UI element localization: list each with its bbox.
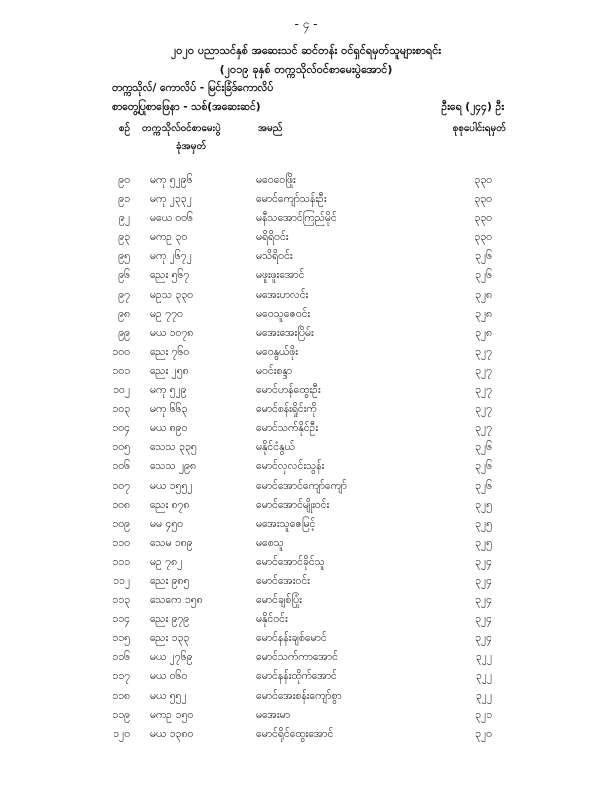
row-number: ၁၀၀	[112, 345, 130, 358]
total-marks: ၃၂၆	[475, 269, 492, 282]
total-marks: ၃၂၅	[475, 517, 492, 530]
table-row	[0, 709, 612, 728]
column-header-roll-sub: ခုံအမှတ်	[176, 141, 207, 152]
row-number: ၁၀၂	[113, 384, 130, 397]
total-marks: ၃၃၀	[474, 193, 492, 206]
column-header-marks: စုစုပေါင်းရမှတ်	[452, 123, 506, 134]
roll-number: ညေး ၈၇၈	[150, 498, 190, 511]
row-number: ၉၈	[118, 307, 130, 320]
student-name: မောင်အောင်ကျော်ကျော်	[256, 479, 347, 492]
student-name: မသိရိဝင်း	[256, 250, 293, 263]
table-row	[0, 174, 612, 193]
row-number: ၁၁၁	[112, 555, 130, 568]
table-row	[0, 670, 612, 689]
row-number: ၉၀	[118, 174, 130, 186]
table-row	[0, 690, 612, 709]
region-line: တက္ကသိုလ်/ ကောလိပ် - မြင်းခြံဒ်ကောလိပ်	[112, 82, 274, 94]
row-number: ၉၆	[118, 269, 130, 282]
student-name: မောင်အောင်ခိုင်သူ	[256, 555, 325, 568]
row-number: ၉၅	[118, 250, 130, 263]
roll-number: မမ ၄၅၀	[150, 517, 184, 530]
roll-number: ညေး ၁၃၃	[150, 632, 190, 645]
table-row	[0, 422, 612, 441]
table-row	[0, 365, 612, 384]
total-marks: ၃၂၁	[475, 708, 492, 721]
roll-number: ညေး ၉၇၉	[150, 613, 190, 626]
column-header-name: အမည်	[258, 123, 283, 134]
total-marks: ၃၂၄	[475, 632, 492, 645]
roll-number: မကု ၆၆၃	[150, 403, 188, 416]
roll-number: ညေး ၉၈၅	[150, 574, 190, 587]
total-marks: ၃၂၇	[475, 345, 492, 358]
total-marks: ၃၂၆	[475, 460, 492, 473]
total-marks: ၃၂၇	[475, 384, 492, 397]
student-name: မောင်ဟန်ထွေးဦး	[256, 384, 321, 397]
student-name: မအေးမာ	[256, 708, 290, 721]
roll-number: မယ ၁၀၇၈	[150, 326, 194, 339]
row-number: ၁၀၅	[112, 441, 130, 454]
total-marks: ၃၂၄	[475, 555, 492, 568]
row-number: ၁၁၃	[112, 594, 130, 607]
total-marks: ၃၂၂	[475, 651, 492, 664]
table-row	[0, 231, 612, 250]
student-name: မောင်ကျော်သန်းဦး	[256, 193, 327, 206]
row-number: ၁၁၅	[112, 632, 130, 645]
total-marks: ၃၂၆	[475, 250, 492, 263]
student-name: မနိုင်ငံနွယ်	[256, 441, 295, 454]
row-number: ၁၁၉	[112, 708, 130, 721]
row-number: ၁၁၂	[113, 574, 130, 587]
table-row	[0, 632, 612, 651]
student-name: မဝင်းစန္ဒာ	[256, 364, 293, 377]
roll-number: မယ ၅၅၂	[150, 689, 187, 702]
student-name: မောင်လှလင်းသွန်း	[256, 460, 325, 473]
student-name: မရိရိဝင်း	[256, 231, 289, 244]
roll-number: မယေ ၀၀၆	[150, 212, 193, 225]
total-marks: ၃၂၀	[475, 727, 492, 740]
student-name: မောင်သက်ကာအောင်	[256, 651, 338, 664]
total-marks: ၃၂၇	[475, 364, 492, 377]
total-marks: ၃၂၂	[475, 689, 492, 702]
row-number: ၉၉	[118, 326, 130, 339]
total-marks: ၃၂၄	[475, 594, 492, 607]
student-name: မောင်ရိုင်ထွေးအောင်	[256, 727, 334, 740]
row-number: ၁၀၁	[112, 364, 130, 377]
roll-number: မယ ၁၅၅၂	[150, 479, 193, 492]
row-number: ၉၁	[118, 193, 130, 206]
total-marks: ၃၂၅	[475, 536, 492, 549]
roll-number: ညေး ၇၆၀	[150, 345, 190, 358]
student-name: မစေသူ	[256, 536, 284, 549]
table-row	[0, 537, 612, 556]
student-name: မောင်စန်းရှိုင်းကို	[256, 403, 317, 416]
total-marks: ၃၂၈	[474, 307, 492, 320]
student-name: မအေးသူဇေမြင့်	[256, 517, 316, 530]
student-name: မအေးဟလင်း	[256, 288, 309, 301]
table-row	[0, 250, 612, 269]
roll-number: မကု ၅၂၉	[150, 384, 187, 397]
table-row	[0, 384, 612, 403]
document-title: ၂၀၂၀ ပညာသင်နှစ် အဆေးသင် ဆင်တန်း ဝင်ရှင်ရမှတ်သူများစာရင်း	[170, 44, 442, 57]
table-row	[0, 441, 612, 460]
table-row	[0, 518, 612, 537]
student-name: မောင်သက်နိုင်ဦး	[256, 422, 319, 435]
row-number: ၁၀၈	[112, 498, 130, 511]
student-name: မဖူးဖူးအောင်	[256, 269, 305, 282]
total-marks: ၃၂၈	[474, 326, 492, 339]
student-name: မဝေသူဇေဝင်း	[256, 307, 311, 320]
column-header-no: စဉ်	[118, 123, 130, 134]
student-name: မောင်အောင်မျိုးဝင်း	[256, 498, 330, 511]
table-row	[0, 613, 612, 632]
column-header-roll: တက္ကသိုလ်ဝင်စာမေးပွဲ	[142, 123, 221, 134]
roll-number: မယ ၀၆၀	[150, 670, 188, 683]
total-marks: ၃၂၄	[475, 574, 492, 587]
roll-number: မကဥ ၁၅၀	[150, 708, 194, 721]
total-marks: ၃၂၆	[475, 479, 492, 492]
total-marks: ၃၂၆	[475, 441, 492, 454]
student-name: မနီသအောင်ကြည်မိုင်	[256, 212, 337, 225]
table-row	[0, 556, 612, 575]
student-name: မောင်ချစ်ပြုံး	[256, 594, 302, 607]
total-marks: ၃၃၀	[474, 231, 492, 244]
row-number: ၁၁၈	[112, 689, 130, 702]
total-marks: ၃၃၀	[474, 212, 492, 225]
table-row	[0, 403, 612, 422]
table-row	[0, 308, 612, 327]
roll-number: မယ ၈၉၀	[150, 422, 188, 435]
total-marks: ၃၂၇	[475, 422, 492, 435]
total-marks: ၃၂၄	[475, 613, 492, 626]
roll-number: ညေး ၅၆၇	[150, 269, 190, 282]
table-row	[0, 346, 612, 365]
student-name: မောင်အေးစန်းကျော်စွာ	[256, 689, 342, 702]
roll-number: မကု ၅၂၉၆	[150, 174, 193, 186]
total-count: ဦးရေ (၂၄၄) ဦး	[441, 101, 504, 113]
table-row	[0, 193, 612, 212]
roll-number: သေသ ၃၃၅	[150, 441, 197, 454]
roll-number: မကဥ ၃၀	[150, 231, 188, 244]
roll-number: မကု ၂၆၇၂	[150, 250, 192, 263]
row-number: ၁၀၆	[112, 460, 130, 473]
table-row	[0, 480, 612, 499]
roll-number: သေမ ၁၈၉	[150, 536, 193, 549]
table-row	[0, 575, 612, 594]
row-number: ၉၂	[118, 212, 130, 225]
table-row	[0, 269, 612, 288]
row-number: ၁၀၇	[112, 479, 130, 492]
row-number: ၁၀၄	[112, 422, 130, 435]
results-table	[0, 174, 612, 747]
table-row	[0, 594, 612, 613]
roll-number: မဥသ ၃၃၀	[150, 288, 194, 301]
total-marks: ၃၂၇	[475, 403, 492, 416]
total-marks: ၃၂၈	[474, 288, 492, 301]
table-row	[0, 499, 612, 518]
student-name: မဝေဝေဖြိုး	[256, 174, 296, 186]
row-number: ၁၀၉	[112, 517, 130, 530]
roll-number: မဥ ၇၈၂	[150, 555, 183, 568]
table-row	[0, 460, 612, 479]
row-number: ၁၂၀	[113, 727, 130, 740]
row-number: ၁၁၇	[112, 670, 130, 683]
roll-number: မဥ ၇၇၀	[150, 307, 183, 320]
roll-number: သေကေ ၁၅၈	[150, 594, 203, 607]
roll-number: မယ ၁၃၈၀	[150, 727, 194, 740]
page-number: - ၄ -	[294, 17, 318, 31]
roll-number: မကု ၂၃၃၂	[150, 193, 192, 206]
student-name: မောင်နန်းချစ်မောင်	[256, 632, 327, 645]
table-row	[0, 327, 612, 346]
student-name: မအေးအေးပြိမ်း	[256, 326, 314, 339]
roll-number: သေသ ၂၉၈	[150, 460, 196, 473]
roll-number: မယ ၂၇၆၉	[150, 651, 193, 664]
row-number: ၁၁၆	[112, 651, 130, 664]
student-name: မောင်အေးဝင်း	[256, 574, 310, 587]
table-row	[0, 212, 612, 231]
total-marks: ၃၂၂	[475, 670, 492, 683]
document-subtitle: (၂၀၁၉ ခုနှစ် တက္ကသိုလ်ဝင်စာမေးပွဲအောင်)	[219, 63, 393, 76]
table-row	[0, 289, 612, 308]
table-row	[0, 728, 612, 747]
total-marks: ၃၃၀	[474, 174, 492, 186]
row-number: ၁၁၄	[112, 613, 130, 626]
student-name: မောင်နန်းထိုက်အောင်	[256, 670, 337, 683]
row-number: ၁၀၃	[112, 403, 130, 416]
table-row	[0, 651, 612, 670]
student-name: မဝေနွယ်ဖိုး	[256, 345, 298, 358]
roll-number: ညေး ၂၅၈	[150, 364, 189, 377]
row-number: ၁၁၀	[112, 536, 130, 549]
total-marks: ၃၂၅	[475, 498, 492, 511]
exam-center: စာတွေ့ပြုစာဖြေနာ - သစ်(အဆေးဆင်)	[112, 101, 261, 113]
row-number: ၉၇	[118, 288, 130, 301]
row-number: ၉၃	[118, 231, 130, 244]
student-name: မနိုင်ဝင်း	[256, 613, 288, 626]
